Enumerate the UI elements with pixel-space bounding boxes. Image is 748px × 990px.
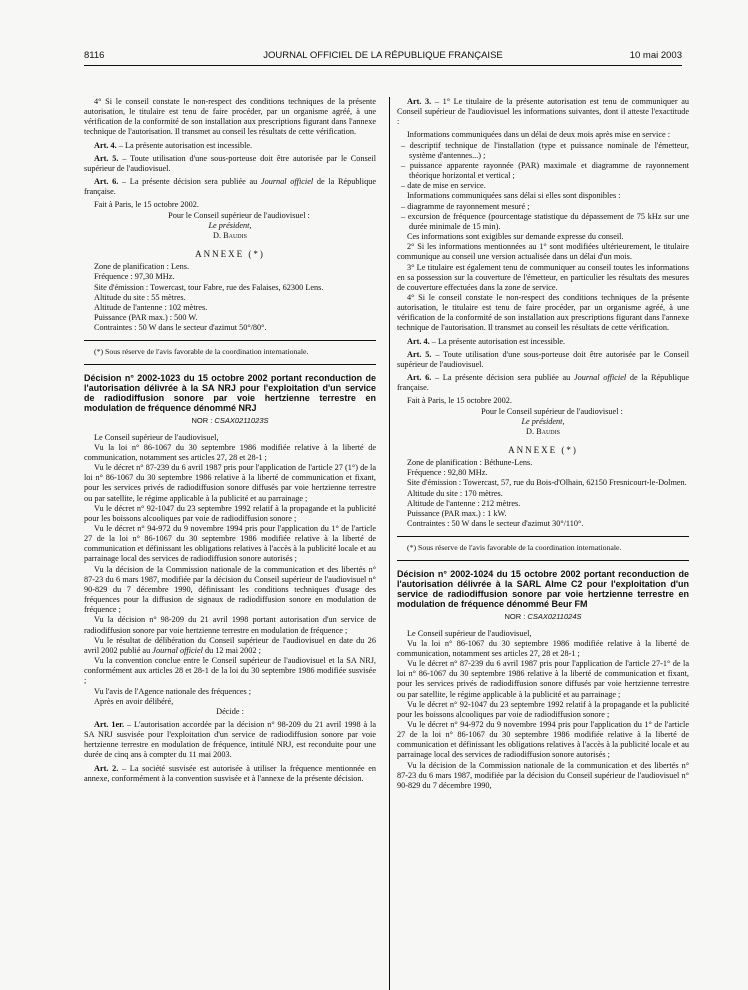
info-list [397,141,689,192]
info-heading: Informations communiquées sans délai si elles sont disponibles : [407,191,621,201]
article-text: de la République française. [397,373,689,393]
signature-authority: Pour le Conseil supérieur de l'audiovisuel : [481,406,623,416]
annexe-title: ANNEXE (*) [508,445,578,455]
article-text: – L'autorisation accordée par la décision n° 98-209 du 21 avril 1998 à la SA NRJ susvisée pour l'exploitation d'un service de radiodiffusion sonore par voie hertzienne terrestre en modulation de fréquence, intitulé NRJ, est reconduite pour une durée de cinq ans à compter du 11 mai 2003. [84,719,376,760]
article-label: Art. 2. [94,763,119,773]
preamble-text: du 12 mai 2002 ; [202,645,261,655]
paragraph: 3° Le titulaire est également tenu de communiquer au conseil toutes les informations en sa possession sur la couverture de l'émetteur, en particulier les résultats des mesures de couverture effectuées dans la zone de service. [397,262,689,292]
preamble-line: Vu la décision n° 98-209 du 21 avril 1998 portant autorisation d'un service de radiodiffusion sonore par voie hertzienne terrestre en modulation de fréquence ; [84,615,376,635]
annexe-site-altitude: Altitude du site : 170 mètres. [407,488,503,498]
article-text: – Toute utilisation d'une sous-porteuse doit être autorisée par le Conseil supérieur de l'audiovisuel. [397,349,689,369]
article-4 [397,337,689,347]
journal-reference: Journal officiel [152,645,203,655]
annexe-site-altitude: Altitude du site : 55 mètres. [94,292,186,302]
issue-date: 10 mai 2003 [629,50,682,61]
annexe-zone: Zone de planification : Béthune-Lens. [407,458,533,468]
article-3 [397,97,689,127]
annexe-antenna-altitude: Altitude de l'antenne : 102 mètres. [94,302,208,312]
article-text: – La société susvisée est autorisée à utiliser la fréquence mentionnée en annexe, conformément à la convention susvisée et à l'annexe de la présente décision. [84,763,376,783]
info-list [397,202,689,232]
annexe-power: Puissance (PAR max.) : 1 kW. [407,508,507,518]
signature-place-date: Fait à Paris, le 15 octobre 2002. [94,200,199,210]
article-label: Art. 3. [407,97,432,106]
footnote-rule [397,536,689,537]
article-text: – La présente décision sera publiée au [431,373,574,383]
article-text: – La présente décision sera publiée au [118,177,261,187]
right-column [397,97,689,990]
preamble-line: Le Conseil supérieur de l'audiovisuel, [94,432,219,442]
article-text: – Toute utilisation d'une sous-porteuse doit être autorisée par le Conseil supérieur de l'audiovisuel. [84,153,376,173]
annexe-site: Site d'émission : Towercast, 57, rue du Bois-d'Olhain, 62150 Fresnicourt-le-Dolmen. [407,478,687,488]
column-divider [389,97,390,990]
page-number: 8116 [84,50,105,61]
preamble-text: Vu le résultat de délibération du Conseil supérieur de l'audiovisuel en date du 26 avril 2002 publié au [84,635,376,655]
preamble-line: Vu la décision de la Commission nationale de la communication et des libertés n° 87-23 du 6 mars 1987, modifiée par la décision du Conseil supérieur de l'audiovisuel n° 90-829 du 7 décembre 1990, [397,760,689,790]
journal-reference: Journal officiel [260,177,314,187]
annexe-power: Puissance (PAR max.) : 500 W. [94,312,198,322]
list-item: – diagramme de rayonnement mesuré ; [401,201,530,211]
paragraph: 4° Si le conseil constate le non-respect des conditions techniques de la présente autorisation, le titulaire est tenu de faire procéder, par un organisme agréé, à une vérification de la conformité de son installation aux prescriptions figurant dans l'annexe technique de l'autorisation. Il transmet au conseil les résultats de cette vérification. [84,97,376,137]
preamble-line: Vu la convention conclue entre le Conseil supérieur de l'audiovisuel et la SA NRJ, conformément aux articles 28 et 28-1 de la loi du 30 septembre 1986 modifiée susvisée ; [84,656,376,686]
annexe-constraints: Contraintes : 50 W dans le secteur d'azimut 30°/110°. [407,519,584,529]
article-text: – La présente autorisation est incessible. [429,336,566,346]
article-label: Art. 4. [94,140,117,150]
nor-label: NOR : [504,612,528,622]
preamble-line: Vu le décret n° 87-239 du 6 avril 1987 pris pour l'application de l'article 27-1° de la loi n° 86-1067 du 30 septembre 1986 relative à la liberté de communication et fixant, pour les services privés de radiodiffusion sonore diffusés par voie hertzienne terrestre ou par satellite, le régime applicable à la publicité et au parrainage ; [397,659,689,699]
nor-code: CSAX0211024S [527,612,582,622]
signature-role: Le président, [208,220,252,230]
journal-title: JOURNAL OFFICIEL DE LA RÉPUBLIQUE FRANÇAISE [263,50,503,61]
preamble-line: Après en avoir délibéré, [94,696,174,706]
article-text: de la République française. [84,177,376,197]
decision-title: Décision n° 2002-1024 du 15 octobre 2002 portant reconduction de l'autorisation délivrée à la SARL Alme C2 pour l'exploitation d'un service de radiodiffusion sonore par voie hertzienne terrestre en modulation de fréquence dénommé Beur FM [397,569,689,610]
article-label: Art. 4. [407,336,430,346]
signature-authority: Pour le Conseil supérieur de l'audiovisuel : [168,210,310,220]
signature-name: D. Baudis [526,426,560,436]
signature-name: D. Baudis [213,230,247,240]
article-6 [397,373,689,393]
preamble-line: Vu le décret n° 94-972 du 9 novembre 1994 pris pour l'application du 1° de l'article 27 de la loi n° 86-1067 du 30 septembre 1986 modifiée relative à la liberté de communication et définissant les obligations relatives à l'accès à la publicité locale et au parrainage local des services de radiodiffusion sonore autorisés ; [397,719,689,760]
article-2 [84,764,376,784]
annexe-zone: Zone de planification : Lens. [94,262,190,272]
nor-code: CSAX0211023S [214,416,269,426]
signature-role: Le président, [521,416,565,426]
article-6 [84,177,376,197]
article-text: – La présente autorisation est incessible. [116,140,253,150]
list-item: – puissance apparente rayonnée (PAR) maximale et diagramme de rayonnement théorique horizontal et vertical ; [401,160,689,181]
header-rule [84,65,682,66]
paragraph: 4° Si le conseil constate le non-respect des conditions techniques de la présente autorisation, le titulaire est tenu de faire procéder, par un organisme agréé, à une vérification de la conformité de son installation aux prescriptions figurant dans l'annexe technique de l'autorisation. Il transmet au conseil les résultats de cette vérification. [397,292,689,333]
article-text: – 1° Le titulaire de la présente autorisation est tenu de communiquer au Conseil supérieur de l'audiovisuel les informations suivantes, dont il atteste l'exactitude : [397,97,689,127]
preamble-line: Vu le décret n° 92-1047 du 23 septembre 1992 relatif à la propagande et la publicité pour les boissons alcooliques par voie de radiodiffusion sonore ; [84,503,376,523]
list-item: – date de mise en service. [401,181,486,191]
footnote: (*) Sous réserve de l'avis favorable de la coordination internationale. [94,347,309,357]
nor-label: NOR : [191,416,215,426]
preamble-line: Vu le décret n° 92-1047 du 23 septembre 1992 relatif à la propagande et la publicité pour les boissons alcooliques par voie de radiodiffusion sonore ; [397,699,689,719]
left-column [84,97,376,990]
section-rule [397,560,689,561]
preamble-line: Vu la loi n° 86-1067 du 30 septembre 1986 modifiée relative à la liberté de communication, notamment ses articles 27, 28 et 28-1 ; [84,442,376,462]
article-label: Art. 1er. [94,719,125,729]
paragraph: Ces informations sont exigibles sur demande expresse du conseil. [407,232,624,242]
decide-heading: Décide : [216,706,244,716]
annexe-site: Site d'émission : Towercast, tour Fabre, rue des Falaises, 62300 Lens. [94,282,324,292]
decision-title: Décision n° 2002-1023 du 15 octobre 2002 portant reconduction de l'autorisation délivrée à la SA NRJ pour l'exploitation d'un service de radiodiffusion sonore par voie hertzienne terrestre en modulation de fréquence dénommé NRJ [84,373,376,414]
annexe-title: ANNEXE (*) [195,249,265,260]
preamble-line: Vu le décret n° 94-972 du 9 novembre 1994 pris pour l'application du 1° de l'article 27 de la loi n° 86-1067 du 30 septembre 1986 modifiée relative à la liberté de communication et définissant les obligations relatives à l'accès à la publicité locale et au parrainage local des services de radiodiffusion sonore autorisés ; [84,524,376,564]
signature-place-date: Fait à Paris, le 15 octobre 2002. [407,396,512,406]
article-label: Art. 6. [407,373,432,383]
preamble-line: Vu l'avis de l'Agence nationale des fréquences ; [94,686,252,696]
info-heading: Informations communiquées dans un délai de deux mois après mise en service : [407,130,671,140]
nor-reference [397,612,689,622]
nor-reference [84,416,376,426]
annexe-antenna-altitude: Altitude de l'antenne : 212 mètres. [407,498,521,508]
article-label: Art. 5. [94,153,119,163]
list-item: – excursion de fréquence (pourcentage statistique du dépassement de 75 kHz sur une durée minimale de 15 min). [401,211,689,231]
annexe-constraints: Contraintes : 50 W dans le secteur d'azimut 50°/80°. [94,323,267,333]
preamble-line: Le Conseil supérieur de l'audiovisuel, [407,628,532,638]
annexe-frequency: Fréquence : 92,80 MHz. [407,468,488,478]
footnote: (*) Sous réserve de l'avis favorable de la coordination internationale. [407,543,622,553]
article-5 [84,154,376,174]
preamble-line [84,636,376,656]
list-item: – descriptif technique de l'installation (type et puissance nominale de l'émetteur, système d'antennes...) ; [401,140,689,160]
page-header [84,50,682,64]
preamble-line: Vu la décision de la Commission nationale de la communication et des libertés n° 87-23 du 6 mars 1987, modifiée par la décision du Conseil supérieur de l'audiovisuel n° 90-829 du 7 décembre 1990, définissant les conditions techniques d'usage des fréquences pour la diffusion de signaux de radiodiffusion sonore en modulation de fréquence ; [84,564,376,615]
journal-reference: Journal officiel [573,373,627,383]
article-label: Art. 6. [94,177,119,187]
preamble-line: Vu la loi n° 86-1067 du 30 septembre 1986 modifiée relative à la liberté de communication, notamment ses articles 27, 28 et 28-1 ; [397,638,689,658]
section-rule [84,364,376,365]
preamble-line: Vu le décret n° 87-239 du 6 avril 1987 pris pour l'application de l'article 27 (1°) de la loi n° 86-1067 du 30 septembre 1986 relative à la liberté de communication et fixant, pour les services privés de radiodiffusion sonore diffusés par voie hertzienne terrestre ou par satellite, le régime applicable à la publicité et au parrainage ; [84,463,376,503]
article-4 [84,141,376,151]
article-label: Art. 5. [407,349,432,359]
paragraph: 2° Si les informations mentionnées au 1° sont modifiées ultérieurement, le titulaire communique au conseil une version actualisée dans un délai d'un mois. [397,242,689,262]
article-5 [397,350,689,370]
footnote-rule [84,340,376,341]
annexe-frequency: Fréquence : 97,30 MHz. [94,272,175,282]
article-1 [84,720,376,761]
